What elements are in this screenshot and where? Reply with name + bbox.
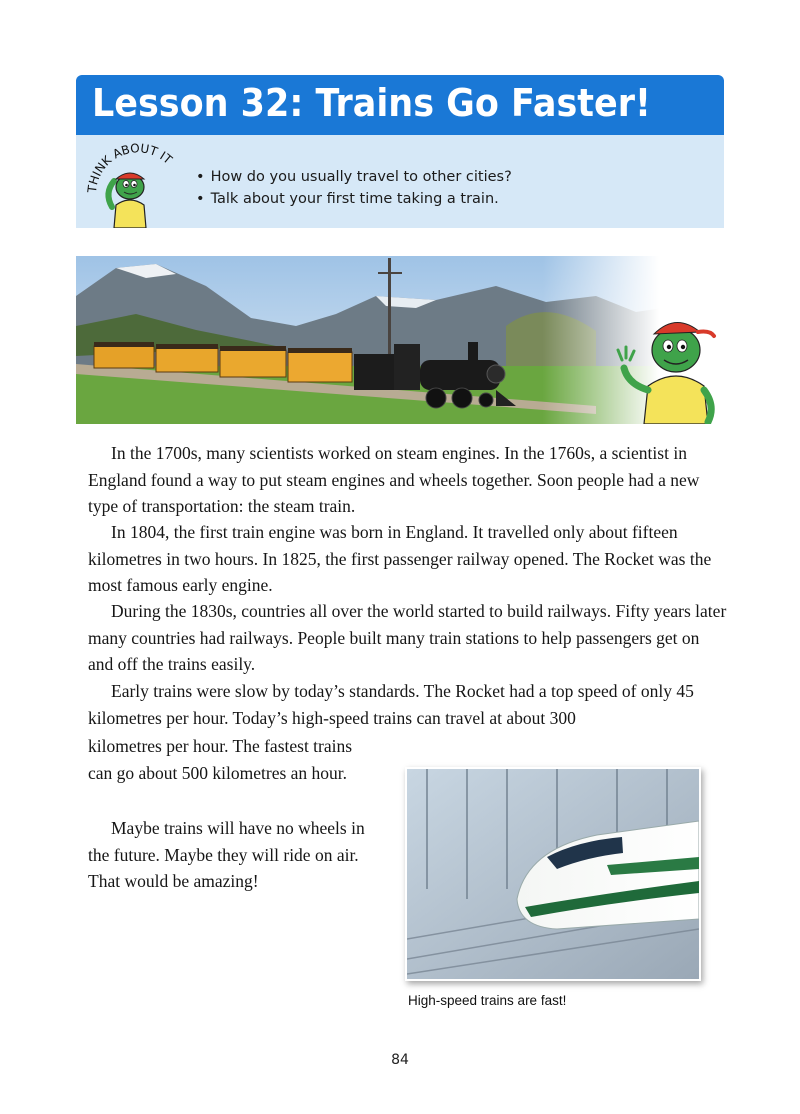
steam-train-landscape-image: [76, 256, 724, 424]
think-about-it-box: [76, 135, 724, 228]
paragraph-2: In 1804, the first train engine was born in England. It travelled only about fifteen kilometres in two hours. In 1825, the first passenger railway opened. The Rocket was the most famous early engine.: [88, 522, 712, 595]
paragraph-5: Maybe trains will have no wheels in the future. Maybe they will ride on air. That would be amazing!: [88, 818, 365, 891]
paragraph-1: In the 1700s, many scientists worked on steam engines. In the 1760s, a scientist in England found a way to put steam engines and wheels together. Soon people had a new type of transportation: the steam train.: [88, 443, 700, 516]
lesson-title-banner: [76, 75, 724, 135]
paragraph-3: During the 1830s, countries all over the world started to build railways. Fifty years later many countries had railways. People built many train stations to help passengers get on and off the trains easily.: [88, 601, 727, 674]
think-question: • How do you usually travel to other cities?: [196, 166, 512, 188]
think-question: • Talk about your first time taking a train.: [196, 188, 512, 210]
paragraph-4: Early trains were slow by today’s standards. The Rocket had a top speed of only 45 kilometres per hour. Today’s high-speed trains can travel at about 300: [88, 681, 694, 728]
page-number: 84: [391, 1052, 409, 1068]
think-about-it-label: THINK ABOUT IT: [84, 141, 175, 194]
paragraph-4-continued: kilometres per hour. The fastest trains can go about 500 kilometres an hour.: [88, 736, 353, 783]
lesson-title: Lesson 32: Trains Go Faster!: [92, 81, 651, 125]
think-questions-list: [196, 166, 512, 210]
photo-caption: High-speed trains are fast!: [408, 993, 567, 1008]
think-mascot-icon: [82, 135, 194, 228]
high-speed-train-image: [405, 767, 701, 981]
